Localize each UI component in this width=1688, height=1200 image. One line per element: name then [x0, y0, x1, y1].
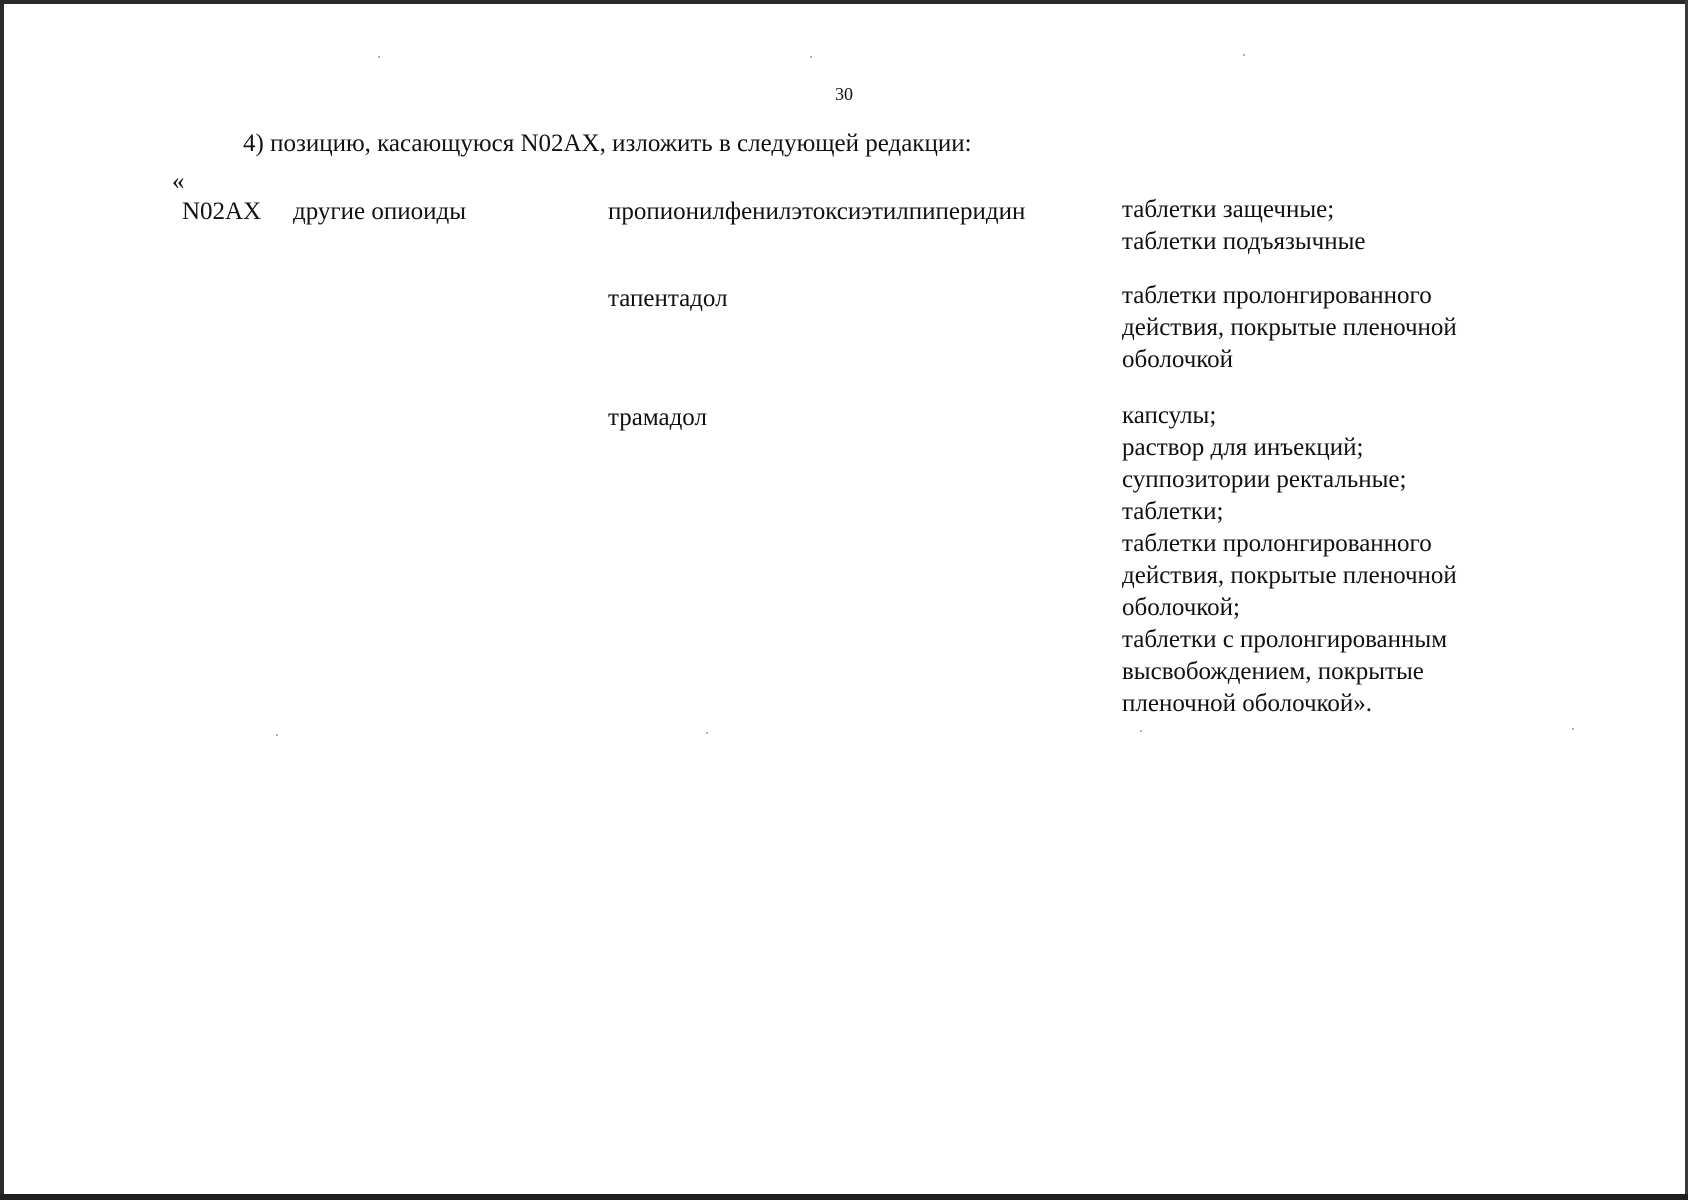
dosage-form-line: действия, покрытые пленочной — [1122, 562, 1457, 589]
dosage-forms — [1122, 400, 1457, 720]
scan-edge-bottom — [0, 1194, 1688, 1200]
atc-code: N02AX — [182, 198, 262, 225]
dosage-form-line: высвобождением, покрытые — [1122, 658, 1424, 685]
scan-edge-left — [0, 0, 4, 1200]
opening-quote-mark: « — [172, 168, 185, 195]
dosage-form-line: оболочкой — [1122, 346, 1234, 373]
dosage-form-line: таблетки с пролонгированным — [1122, 626, 1448, 653]
scan-speck — [1140, 730, 1142, 732]
dosage-form-line: таблетки защечные; — [1122, 196, 1335, 223]
substance-name: пропионилфенилэтоксиэтилпиперидин — [608, 198, 1026, 225]
scan-speck — [276, 734, 278, 736]
scan-speck — [810, 56, 812, 58]
dosage-forms — [1122, 280, 1457, 376]
scan-edge-top — [0, 0, 1688, 4]
substance-name: трамадол — [608, 404, 707, 431]
scan-speck — [378, 56, 380, 58]
dosage-form-line: пленочной оболочкой». — [1122, 690, 1373, 717]
dosage-forms — [1122, 194, 1366, 258]
dosage-form-line: действия, покрытые пленочной — [1122, 314, 1457, 341]
dosage-form-line: таблетки; — [1122, 498, 1224, 525]
atc-group-name: другие опиоиды — [293, 198, 467, 225]
scan-speck — [1243, 54, 1245, 56]
dosage-form-line: таблетки пролонгированного — [1122, 282, 1432, 309]
dosage-form-line: капсулы; — [1122, 402, 1217, 429]
dosage-form-line: таблетки подъязычные — [1122, 228, 1366, 255]
dosage-form-line: суппозитории ректальные; — [1122, 466, 1407, 493]
scan-speck — [706, 732, 708, 734]
scan-speck — [1572, 728, 1574, 730]
dosage-form-line: раствор для инъекций; — [1122, 434, 1364, 461]
page-number: 30 — [835, 84, 853, 104]
substance-name: тапентадол — [608, 285, 728, 312]
dosage-form-line: оболочкой; — [1122, 594, 1240, 621]
amendment-instruction: 4) позицию, касающуюся N02AX, изложить в следующей редакции: — [243, 130, 972, 157]
dosage-form-line: таблетки пролонгированного — [1122, 530, 1432, 557]
